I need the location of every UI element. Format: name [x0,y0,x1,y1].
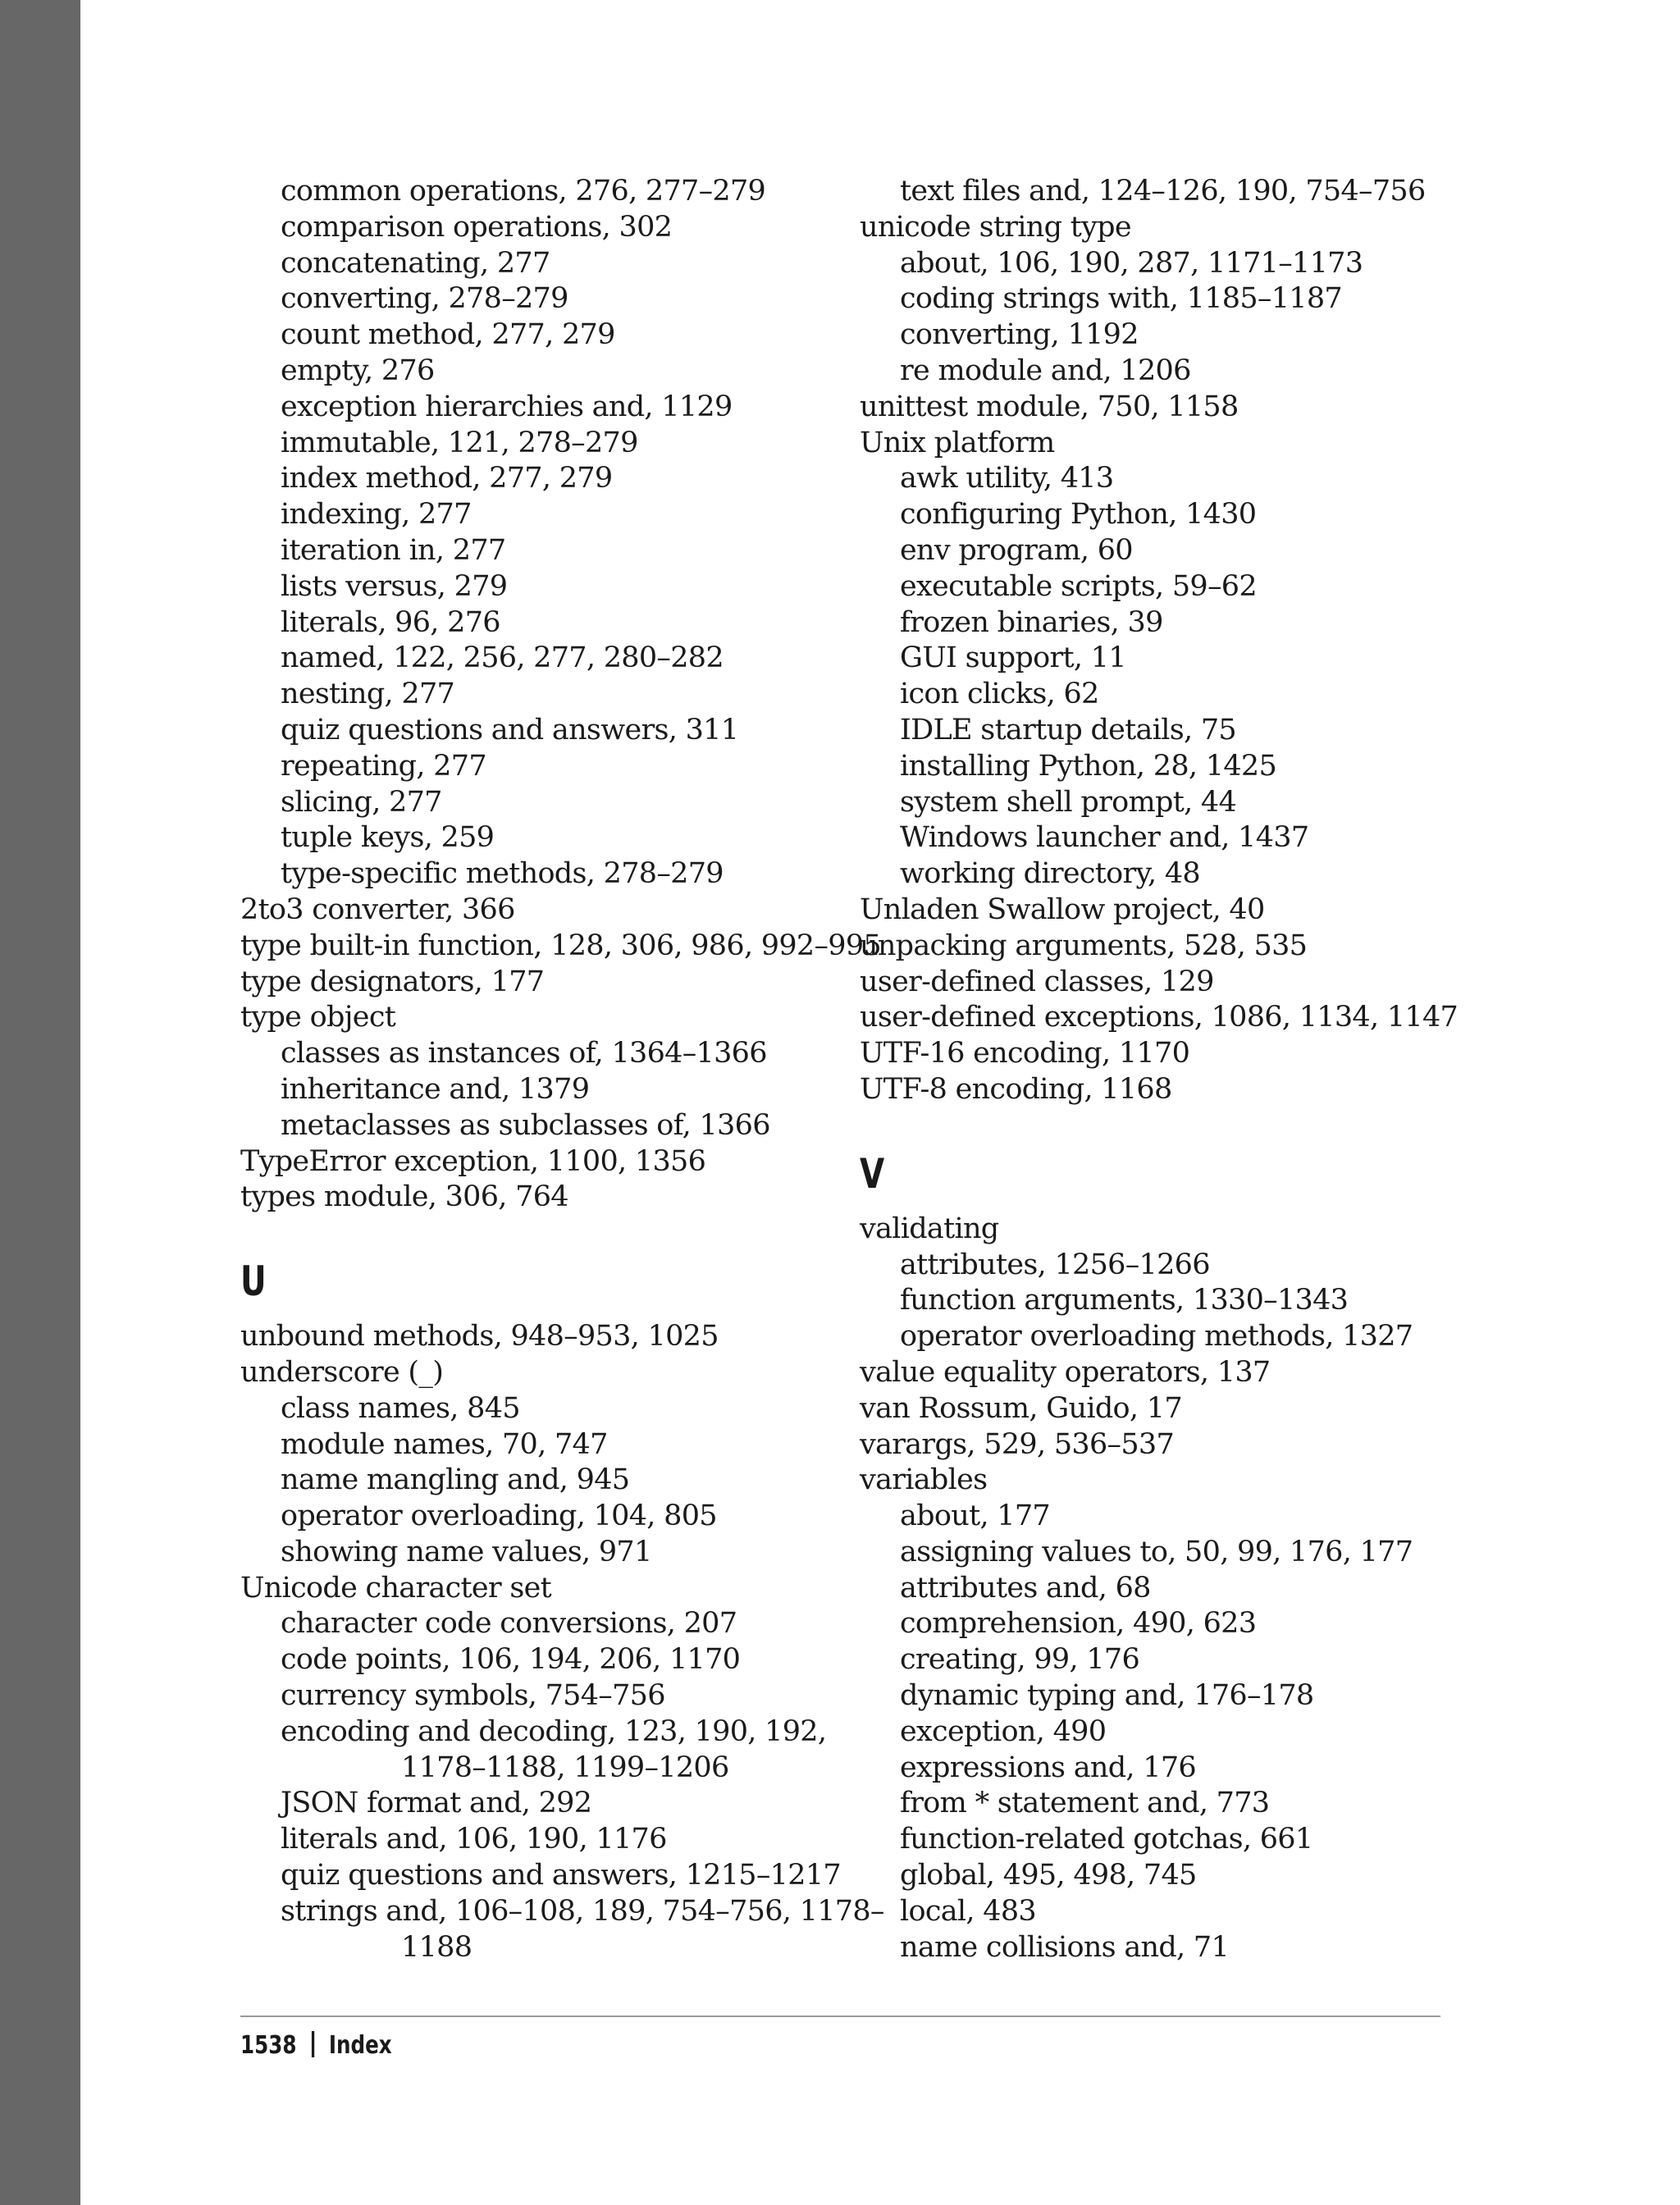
index-entry: type-specific methods, 278–279 [281,857,724,891]
index-entry: installing Python, 28, 1425 [900,749,1277,783]
index-entry: lists versus, 279 [281,569,508,603]
section-gap [860,1198,1516,1212]
index-entry: about, 177 [900,1500,1051,1533]
index-entry: name collisions and, 71 [900,1930,1230,1964]
footer-separator [312,2031,314,2057]
index-entry: strings and, 106–108, 189, 754–756, 1178– [281,1894,884,1928]
index-entry: JSON format and, 292 [281,1787,592,1820]
index-column-left [240,174,897,1965]
index-entry: UTF-16 encoding, 1170 [860,1037,1190,1071]
section-gap [860,1108,1516,1149]
index-entry: converting, 1192 [900,318,1139,352]
index-entry: code points, 106, 194, 206, 1170 [281,1643,741,1677]
index-entry: expressions and, 176 [900,1751,1196,1784]
index-entry: 2to3 converter, 366 [240,892,515,926]
index-entry: user-defined classes, 129 [860,965,1214,998]
page-edge-bar [0,0,80,2205]
index-entry: slicing, 277 [281,785,442,819]
index-entry: encoding and decoding, 123, 190, 192, [281,1714,827,1748]
index-entry: text files and, 124–126, 190, 754–756 [900,175,1426,208]
index-entry: indexing, 277 [281,498,472,532]
index-entry: icon clicks, 62 [900,678,1099,711]
section-letter-u: U [240,1258,267,1306]
index-entry: env program, 60 [900,533,1133,567]
index-entry: named, 122, 256, 277, 280–282 [281,641,724,675]
index-entry: module names, 70, 747 [281,1427,608,1461]
index-entry: index method, 277, 279 [281,462,613,495]
index-entry: value equality operators, 137 [860,1355,1271,1389]
index-entry: van Rossum, Guido, 17 [860,1391,1182,1425]
index-entry: comparison operations, 302 [281,210,673,244]
index-entry-continuation: 1178–1188, 1199–1206 [401,1751,729,1784]
index-entry: converting, 278–279 [281,282,568,316]
running-section-title: Index [328,2031,392,2060]
index-entry: validating [860,1212,999,1245]
index-entry: TypeError exception, 1100, 1356 [240,1144,706,1178]
index-entry: unittest module, 750, 1158 [860,390,1239,423]
index-entry: assigning values to, 50, 99, 176, 177 [900,1535,1413,1568]
index-entry: frozen binaries, 39 [900,605,1163,639]
index-entry: attributes and, 68 [900,1571,1151,1605]
index-entry: type designators, 177 [240,965,545,998]
index-entry: Unix platform [860,426,1055,459]
index-entry: types module, 306, 764 [240,1180,568,1214]
index-entry: unbound methods, 948–953, 1025 [240,1320,719,1354]
index-entry: system shell prompt, 44 [900,785,1237,819]
index-entry: literals and, 106, 190, 1176 [281,1823,667,1856]
footer-divider [240,2016,1440,2017]
index-entry: user-defined exceptions, 1086, 1134, 1147 [860,1001,1459,1034]
index-column-right [860,174,1516,1965]
page-footer [240,2028,392,2064]
index-entry-continuation: 1188 [401,1930,472,1964]
index-entry: nesting, 277 [281,678,455,711]
index-entry: attributes, 1256–1266 [900,1248,1210,1281]
section-gap [240,1216,897,1257]
index-entry: empty, 276 [281,354,435,387]
index-entry: function-related gotchas, 661 [900,1823,1313,1856]
index-entry: UTF-8 encoding, 1168 [860,1072,1172,1106]
index-entry: concatenating, 277 [281,246,550,280]
index-entry: classes as instances of, 1364–1366 [281,1037,767,1071]
index-entry: common operations, 276, 277–279 [281,175,766,208]
index-entry: operator overloading, 104, 805 [281,1500,717,1533]
index-entry: character code conversions, 207 [281,1607,737,1641]
index-entry: operator overloading methods, 1327 [900,1320,1413,1354]
index-entry: metaclasses as subclasses of, 1366 [281,1108,770,1142]
index-entry: varargs, 529, 536–537 [860,1427,1175,1461]
index-entry: type object [240,1001,396,1034]
index-entry: unicode string type [860,210,1131,244]
index-entry: exception, 490 [900,1714,1107,1748]
index-entry: exception hierarchies and, 1129 [281,390,733,423]
page-number: 1538 [240,2031,297,2060]
index-entry: repeating, 277 [281,749,486,783]
index-entry: variables [860,1463,988,1497]
index-entry: re module and, 1206 [900,354,1191,387]
index-entry: local, 483 [900,1894,1036,1928]
index-entry: comprehension, 490, 623 [900,1607,1257,1641]
index-entry: inheritance and, 1379 [281,1072,590,1106]
index-entry: awk utility, 413 [900,462,1114,495]
index-entry: quiz questions and answers, 311 [281,713,739,746]
index-entry: IDLE startup details, 75 [900,713,1236,746]
index-entry: iteration in, 277 [281,533,506,567]
index-entry: about, 106, 190, 287, 1171–1173 [900,246,1363,280]
index-entry: count method, 277, 279 [281,318,615,352]
index-entry: Unladen Swallow project, 40 [860,892,1265,926]
section-letter-v: V [860,1149,885,1198]
index-entry: creating, 99, 176 [900,1643,1140,1677]
index-entry: global, 495, 498, 745 [900,1859,1197,1892]
index-entry: Unicode character set [240,1571,552,1605]
index-entry: quiz questions and answers, 1215–1217 [281,1859,841,1892]
index-entry: working directory, 48 [900,857,1200,891]
index-entry: from * statement and, 773 [900,1787,1270,1820]
index-entry: unpacking arguments, 528, 535 [860,929,1308,962]
index-entry: underscore (_) [240,1355,444,1389]
index-entry: literals, 96, 276 [281,605,500,639]
index-entry: tuple keys, 259 [281,821,495,855]
index-entry: Windows launcher and, 1437 [900,821,1309,855]
index-entry: showing name values, 971 [281,1535,652,1568]
index-entry: coding strings with, 1185–1187 [900,282,1342,316]
index-entry: executable scripts, 59–62 [900,569,1257,603]
index-entry: configuring Python, 1430 [900,498,1257,532]
index-entry: function arguments, 1330–1343 [900,1284,1349,1317]
index-entry: name mangling and, 945 [281,1463,630,1497]
index-entry: GUI support, 11 [900,641,1126,675]
section-gap [240,1306,897,1319]
index-entry: type built-in function, 128, 306, 986, 992–995 [240,929,882,962]
index-entry: class names, 845 [281,1391,520,1425]
index-entry: immutable, 121, 278–279 [281,426,638,459]
index-entry: currency symbols, 754–756 [281,1679,665,1713]
index-entry: dynamic typing and, 176–178 [900,1679,1314,1713]
